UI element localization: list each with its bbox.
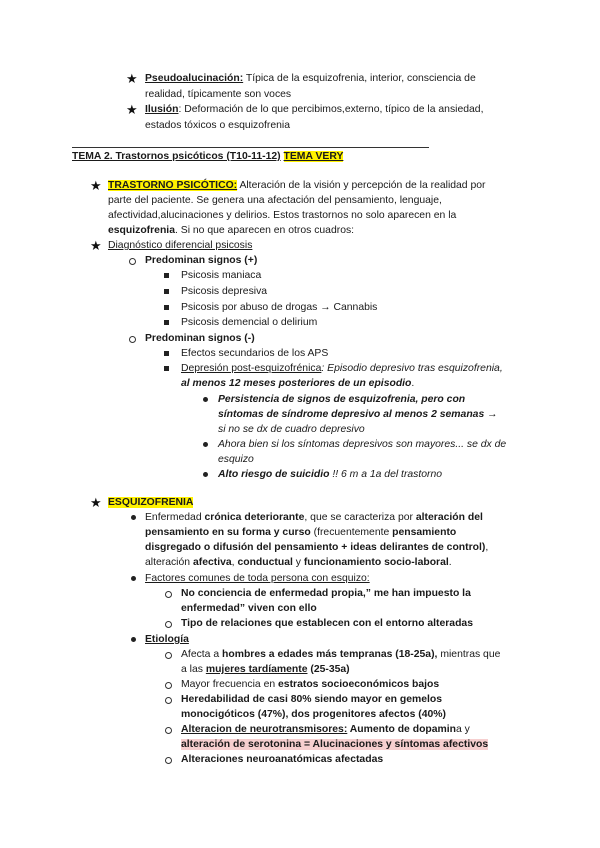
ilusion-line: Ilusión: Deformación de lo que percibimos,externo, típico de la ansiedad,	[145, 104, 484, 115]
list-item: Psicosis por abuso de drogas → Cannabis	[181, 302, 378, 313]
disc-bullet-icon	[203, 442, 208, 447]
etiologia-title: Etiología	[145, 634, 189, 645]
factor-item-2: enfermedad” viven con ello	[181, 603, 317, 614]
disc-bullet-icon	[131, 637, 136, 642]
esquizofrenia-def-line-4: alteración afectiva, conductual y funcionamiento socio-laboral.	[145, 557, 452, 568]
factores-title: Factores comunes de toda persona con esquizo:	[145, 573, 370, 584]
circle-bullet-icon	[165, 727, 172, 734]
negativos-title: Predominan signos (-)	[145, 333, 255, 344]
trastorno-psicotico-line-3: afectividad,alucinaciones y delirios. Estos trastornos no solo aparecen en la	[108, 210, 457, 221]
factor-item: Tipo de relaciones que establecen con el entorno alteradas	[181, 618, 473, 629]
star-bullet-icon: ★	[126, 71, 138, 86]
depresion-post-line-2: al menos 12 meses posteriores de un episodio.	[181, 378, 415, 389]
tema-heading: TEMA 2. Trastornos psicóticos (T10-11-12) TEMA VERY	[72, 151, 344, 162]
trastorno-psicotico-line-2: parte del paciente. Se genera una afectación del pensamiento, lenguaje,	[108, 195, 442, 206]
circle-bullet-icon	[165, 697, 172, 704]
circle-bullet-icon	[129, 336, 136, 343]
circle-bullet-icon	[129, 258, 136, 265]
star-bullet-icon: ★	[90, 178, 102, 193]
circle-bullet-icon	[165, 682, 172, 689]
sub-item-persistencia-3: si no se dx de cuadro depresivo	[218, 424, 365, 435]
sub-item-persistencia-2: síntomas de síndrome depresivo al menos 2 semanas →	[218, 409, 498, 420]
square-bullet-icon	[164, 273, 169, 278]
esquizofrenia-def-line-2: pensamiento en su forma y curso (frecuentemente pensamiento	[145, 527, 457, 538]
sub-item-ahora-bien-2: esquizo	[218, 454, 254, 465]
sub-item-riesgo: Alto riesgo de suicidio !! 6 m a 1a del trastorno	[218, 469, 443, 480]
list-item: Psicosis maniaca	[181, 270, 262, 281]
circle-bullet-icon	[165, 591, 172, 598]
circle-bullet-icon	[165, 621, 172, 628]
etiologia-item: Afecta a hombres a edades más tempranas (18-25a), mientras que	[181, 649, 501, 660]
star-bullet-icon: ★	[90, 238, 102, 253]
circle-bullet-icon	[165, 757, 172, 764]
square-bullet-icon	[164, 320, 169, 325]
pseudoalucinacion-line: Pseudoalucinación: Típica de la esquizofrenia, interior, consciencia de	[145, 73, 476, 84]
trastorno-psicotico-line: TRASTORNO PSICÓTICO: Alteración de la visión y percepción de la realidad por	[108, 180, 486, 191]
horizontal-rule	[72, 147, 429, 148]
factor-item: No conciencia de enfermedad propia,” me han impuesto la	[181, 588, 471, 599]
star-bullet-icon: ★	[126, 102, 138, 117]
trastorno-psicotico-line-4: esquizofrenia. Si no que aparecen en otros cuadros:	[108, 225, 355, 236]
etiologia-item-2: alteración de serotonina = Alucinaciones y síntomas afectivos	[181, 739, 489, 750]
disc-bullet-icon	[203, 397, 208, 402]
etiologia-item-2: monocigóticos (47%), dos progenitores afectos (40%)	[181, 709, 447, 720]
diagnostico-title: Diagnóstico diferencial psicosis	[108, 240, 253, 251]
etiologia-item: Alteracion de neurotransmisores: Aumento de dopamina y	[181, 724, 470, 735]
esquizofrenia-def-line-3: disgregado o difusión del pensamiento + ideas delirantes de control),	[145, 542, 489, 553]
circle-bullet-icon	[165, 652, 172, 659]
square-bullet-icon	[164, 289, 169, 294]
square-bullet-icon	[164, 305, 169, 310]
list-item: Psicosis depresiva	[181, 286, 268, 297]
etiologia-item: Heredabilidad de casi 80% siendo mayor en gemelos	[181, 694, 443, 705]
positivos-title: Predominan signos (+)	[145, 255, 258, 266]
pseudoalucinacion-line-2: realidad, típicamente son voces	[145, 89, 292, 100]
etiologia-item: Alteraciones neuroanatómicas afectadas	[181, 754, 384, 765]
list-item: Psicosis demencial o delirium	[181, 317, 318, 328]
etiologia-item: Mayor frecuencia en estratos socioeconómicos bajos	[181, 679, 440, 690]
sub-item-ahora-bien: Ahora bien si los síntomas depresivos son mayores... se dx de	[218, 439, 507, 450]
disc-bullet-icon	[203, 472, 208, 477]
sub-item-persistencia: Persistencia de signos de esquizofrenia, pero con	[218, 394, 466, 405]
star-bullet-icon: ★	[90, 495, 102, 510]
disc-bullet-icon	[131, 576, 136, 581]
square-bullet-icon	[164, 366, 169, 371]
square-bullet-icon	[164, 351, 169, 356]
ilusion-line-2: estados tóxicos o esquizofrenia	[145, 120, 290, 131]
esquizofrenia-title: ESQUIZOFRENIA	[108, 497, 194, 508]
disc-bullet-icon	[131, 515, 136, 520]
depresion-post-line: Depresión post-esquizofrénica: Episodio depresivo tras esquizofrenia,	[181, 363, 503, 374]
list-item: Efectos secundarios de los APS	[181, 348, 329, 359]
esquizofrenia-def-line: Enfermedad crónica deteriorante, que se caracteriza por alteración del	[145, 512, 483, 523]
etiologia-item-2: a las mujeres tardíamente (25-35a)	[181, 664, 350, 675]
